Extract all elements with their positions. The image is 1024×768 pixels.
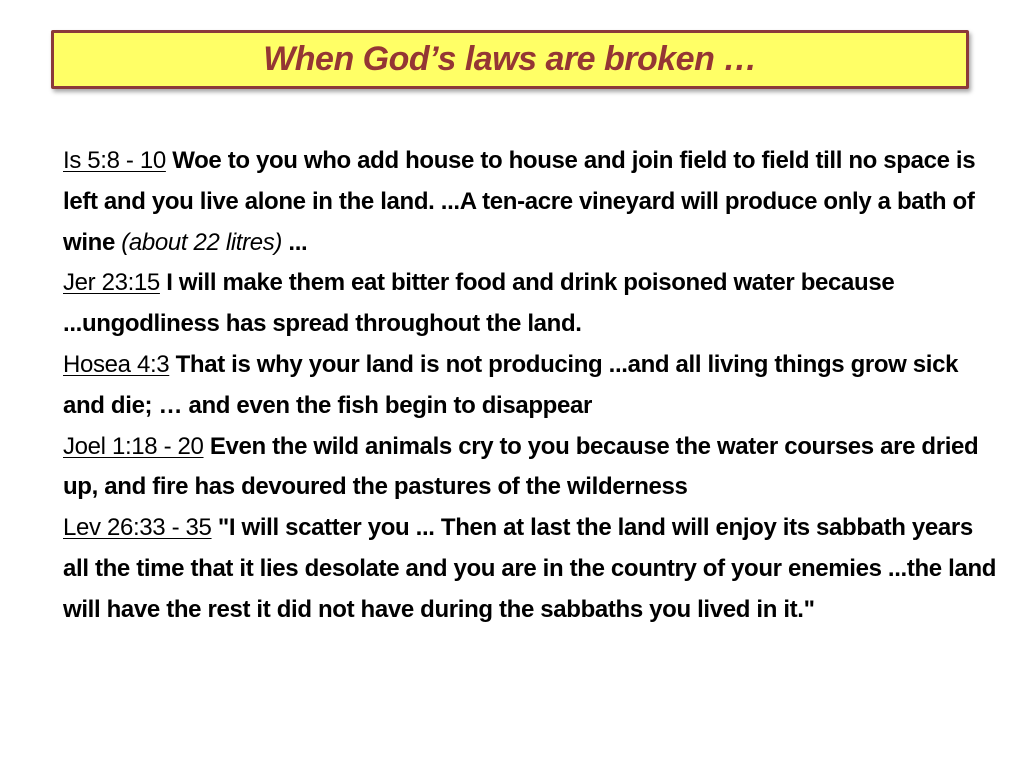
passage-text: I will make them eat bitter food and drink poisoned water because ...ungodliness has spread throughout the land. <box>63 269 895 338</box>
title-banner <box>51 30 969 89</box>
scripture-reference: Hosea 4:3 <box>63 350 170 378</box>
passage-text: "I will scatter you ... Then at last the land will enjoy its sabbath years all the time that it lies desolate and you are in the country of your enemies ...the land will have the rest it did not have during the sabbaths you lived in it." <box>63 514 997 623</box>
passage-text-end: ... <box>282 228 308 256</box>
passage-joel <box>63 427 998 509</box>
passage-isaiah <box>63 141 998 263</box>
scripture-reference: Is 5:8 - 10 <box>63 147 166 174</box>
passage-list <box>63 141 998 631</box>
passage-note: (about 22 litres) <box>121 228 283 256</box>
passage-text: Woe to you who add house to house and join field to field till no space is left and you live alone in the land. ...A ten-acre vineyard will produce only a bath of wine <box>63 147 976 256</box>
scripture-reference: Joel 1:18 - 20 <box>63 432 204 460</box>
passage-hosea <box>63 345 998 427</box>
slide-title: When God’s laws are broken … <box>263 40 757 78</box>
passage-leviticus <box>63 508 998 630</box>
passage-jeremiah <box>63 263 998 345</box>
passage-text: Even the wild animals cry to you because the water courses are dried up, and fire has devoured the pastures of the wilderness <box>63 432 979 501</box>
scripture-reference: Jer 23:15 <box>63 269 160 297</box>
scripture-reference: Lev 26:33 - 35 <box>63 514 212 542</box>
passage-text: That is why your land is not producing ...and all living things grow sick and die; … and even the fish begin to disappear <box>63 350 959 419</box>
